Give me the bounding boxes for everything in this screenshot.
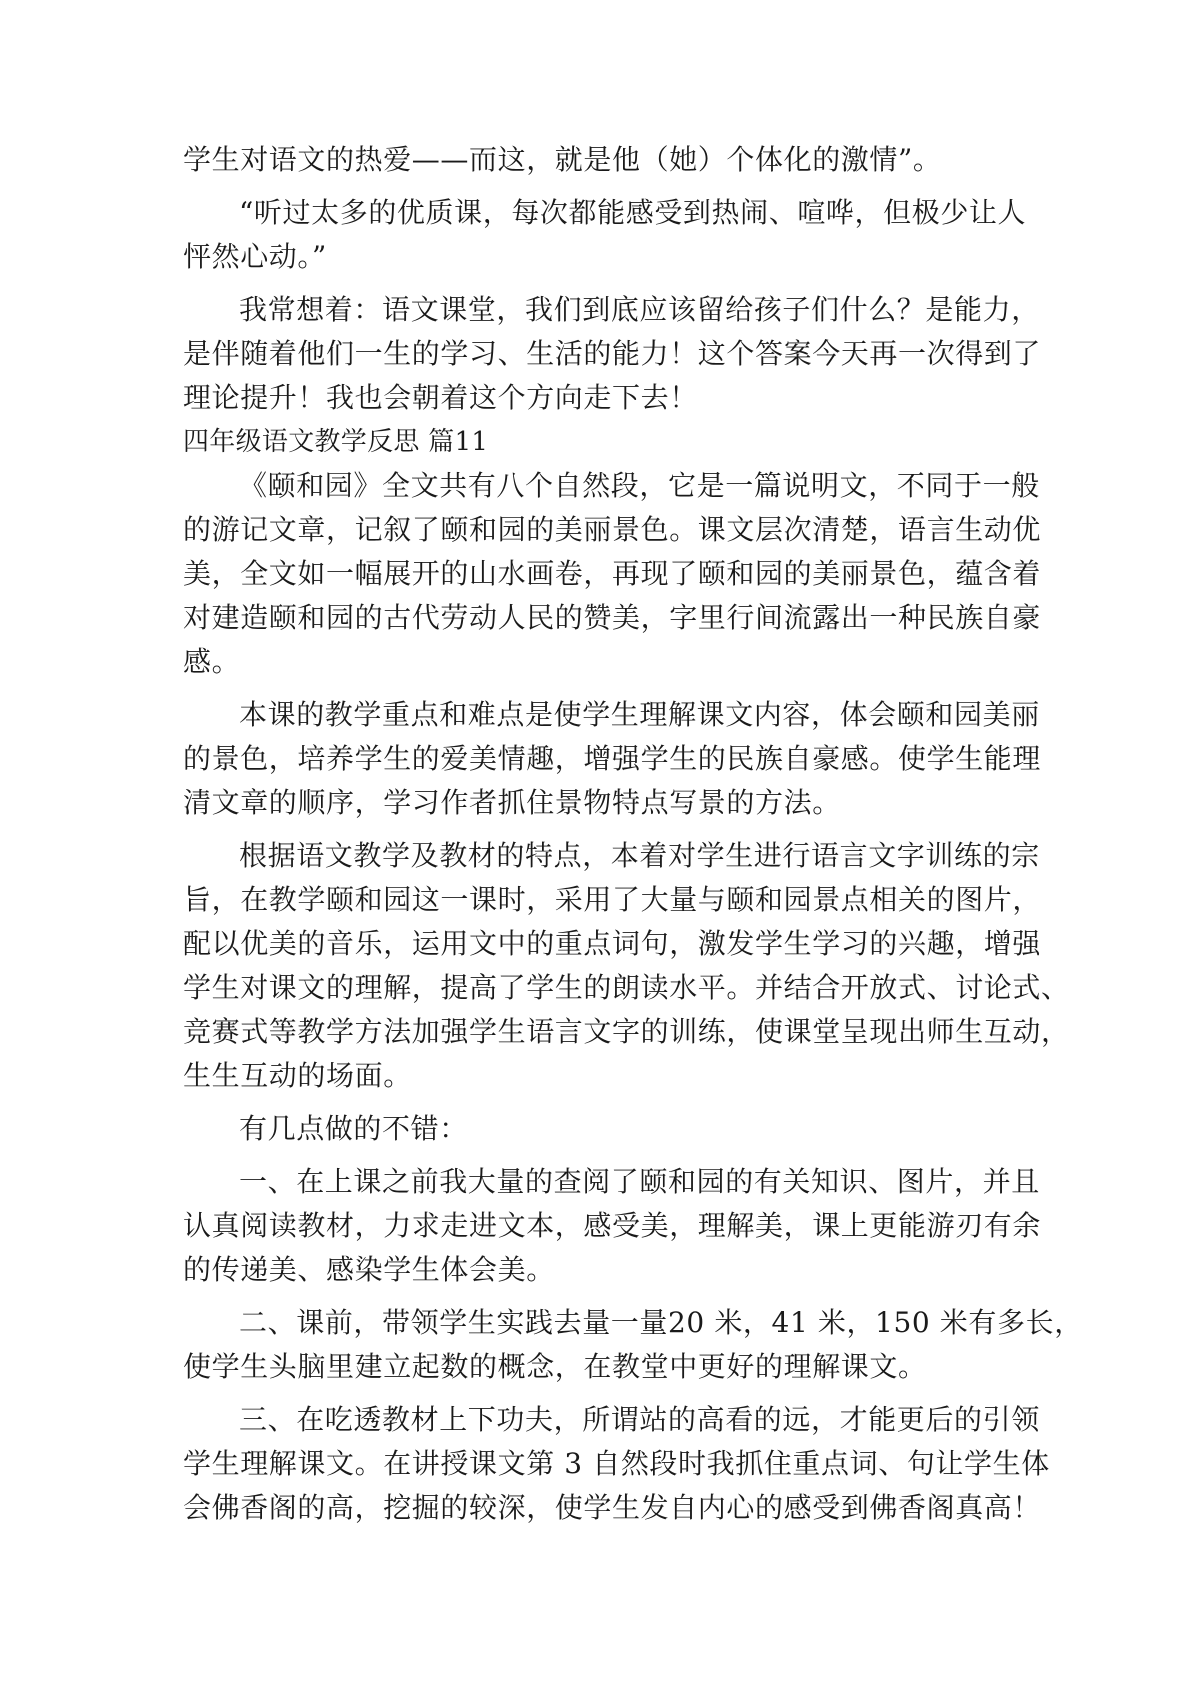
- text-line: 竞赛式等教学方法加强学生语言文字的训练，使课堂呈现出师生互动，: [183, 1015, 1070, 1048]
- text-line: 根据语文教学及教材的特点，本着对学生进行语言文字训练的宗: [239, 839, 1040, 872]
- text-line: 认真阅读教材，力求走进文本，感受美，理解美，课上更能游刃有余: [183, 1209, 1042, 1242]
- text-line: 一、在上课之前我大量的查阅了颐和园的有关知识、图片，并且: [239, 1165, 1040, 1198]
- paragraph: [183, 693, 1042, 825]
- text-line: 有几点做的不错：: [239, 1112, 468, 1145]
- paragraph: [183, 138, 1031, 182]
- paragraph: [183, 464, 1042, 684]
- text-line: 学生理解课文。在讲授课文第 3 自然段时我抓住重点词、句让学生体: [183, 1447, 1050, 1480]
- text-line: 的景色，培养学生的爱美情趣，增强学生的民族自豪感。使学生能理: [183, 742, 1042, 775]
- paragraph: [183, 191, 1031, 279]
- text-line: 三、在吃透教材上下功夫，所谓站的高看的远，才能更后的引领: [239, 1403, 1040, 1436]
- text-line: 学生对课文的理解，提高了学生的朗读水平。并结合开放式、讨论式、: [183, 971, 1070, 1004]
- text-line: 学生对语文的热爱——而这，就是他（她）个体化的激情”。: [183, 143, 942, 176]
- text-line: 使学生头脑里建立起数的概念，在教堂中更好的理解课文。: [183, 1350, 927, 1383]
- text-line: 我常想着：语文课堂，我们到底应该留给孩子们什么？是能力，: [239, 293, 1040, 326]
- text-line: 感。: [183, 645, 241, 678]
- paragraph: [183, 834, 1070, 1098]
- document-page: [183, 138, 1083, 1530]
- text-line: 二、课前，带领学生实践去量一量20 米，41 米，150 米有多长，: [239, 1306, 1083, 1339]
- text-line: 美，全文如一幅展开的山水画卷，再现了颐和园的美丽景色，蕴含着: [183, 557, 1042, 590]
- text-line: 理论提升！我也会朝着这个方向走下去！: [183, 381, 698, 414]
- section-heading: 四年级语文教学反思 篇11: [183, 427, 489, 457]
- text-line: 是伴随着他们一生的学习、生活的能力！这个答案今天再一次得到了: [183, 337, 1042, 370]
- text-line: 怦然心动。”: [183, 240, 327, 273]
- paragraph: [183, 1107, 1031, 1151]
- text-line: 旨，在教学颐和园这一课时，采用了大量与颐和园景点相关的图片，: [183, 883, 1042, 916]
- text-line: 本课的教学重点和难点是使学生理解课文内容，体会颐和园美丽: [239, 698, 1040, 731]
- text-line: 的游记文章，记叙了颐和园的美丽景色。课文层次清楚，语言生动优: [183, 513, 1042, 546]
- paragraph: [183, 1160, 1042, 1292]
- paragraph: [183, 1398, 1050, 1530]
- paragraph: [183, 288, 1042, 420]
- text-line: 配以优美的音乐，运用文中的重点词句，激发学生学习的兴趣，增强: [183, 927, 1042, 960]
- text-line: 对建造颐和园的古代劳动人民的赞美，字里行间流露出一种民族自豪: [183, 601, 1042, 634]
- text-line: 生生互动的场面。: [183, 1059, 412, 1092]
- text-line: 的传递美、感染学生体会美。: [183, 1253, 555, 1286]
- paragraph: [183, 1301, 1083, 1389]
- text-line: 清文章的顺序，学习作者抓住景物特点写景的方法。: [183, 786, 841, 819]
- text-line: 会佛香阁的高，挖掘的较深，使学生发自内心的感受到佛香阁真高！: [183, 1491, 1042, 1524]
- text-line: “听过太多的优质课，每次都能感受到热闹、喧哗，但极少让人: [239, 196, 1027, 229]
- text-line: 《颐和园》全文共有八个自然段，它是一篇说明文，不同于一般: [239, 469, 1040, 502]
